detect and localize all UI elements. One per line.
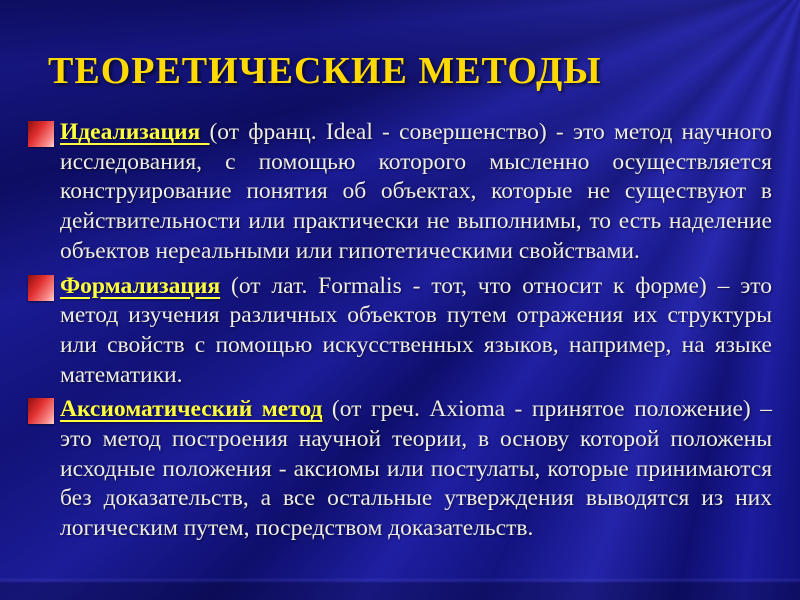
bullet-list	[60, 118, 772, 549]
bullet-square-icon	[28, 398, 54, 424]
slide-title: ТЕОРЕТИЧЕСКИЕ МЕТОДЫ	[48, 50, 602, 92]
bullet-term: Формализация	[60, 272, 221, 299]
bullet-item	[60, 395, 772, 544]
bullet-term: Идеализация	[60, 119, 210, 145]
bullet-item	[60, 272, 772, 391]
bullet-body: (от франц. Ideal - совершенство) - это метод научного исследования, с помощью которого мысленно осуществляется конструирование понятия об объектах, которые не существуют в действительности или практически не выполнимы, то есть наделение объектов нереальными или гипотетическими свойствами.	[60, 119, 772, 264]
bullet-item	[60, 118, 772, 267]
bullet-term: Аксиоматический метод	[60, 396, 323, 423]
bullet-body: (от греч. Axioma - принятое положение) – это метод построения научной теории, в основу которой положены исходные положения - аксиомы или постулаты, которые принимаются без доказательств, а все остальные утверждения выводятся из них логическим путем, посредством доказательств.	[60, 396, 772, 542]
bullet-body: (от лат. Formalis - тот, что относит к форме) – это метод изучения различных объектов путем отражения их структуры или свойств с помощью искусственных языков, например, на языке математики.	[60, 272, 772, 388]
bullet-square-icon	[28, 121, 54, 147]
bullet-square-icon	[28, 275, 54, 301]
